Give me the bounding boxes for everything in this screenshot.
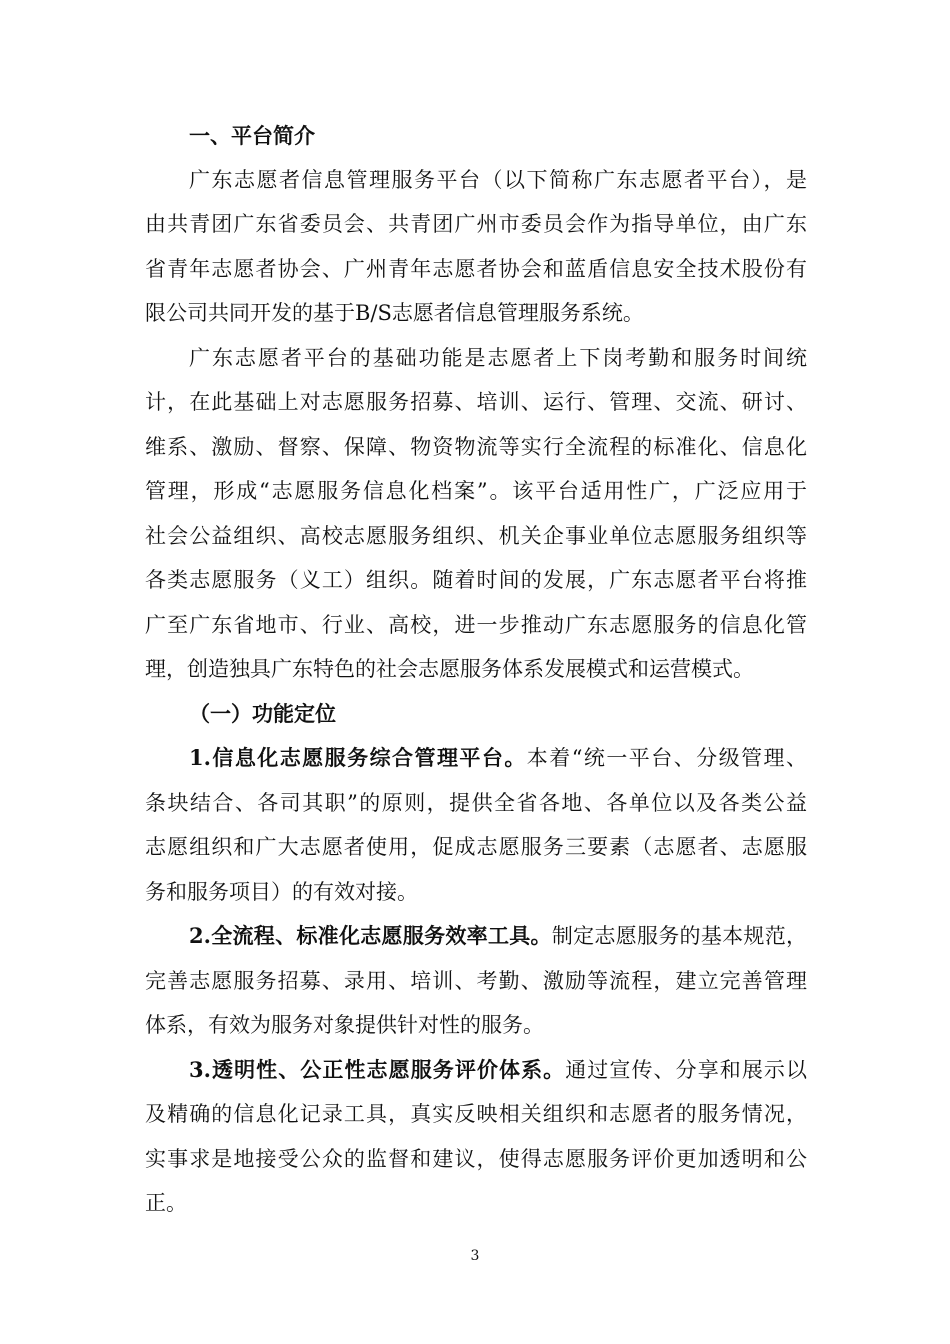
item-3-text: 通过宣传、分享和展示以: [565, 1058, 808, 1082]
item-3-line: 实事求是地接受公众的监督和建议，使得志愿服务评价更加透明和公: [145, 1147, 807, 1171]
paragraph-1-line: 限公司共同开发的基于B/S志愿者信息管理服务系统。: [145, 301, 644, 325]
paragraph-2-line: 广至广东省地市、行业、高校，进一步推动广东志愿服务的信息化管: [145, 613, 807, 637]
item-1-line: 条块结合、各司其职”的原则，提供全省各地、各单位以及各类公益: [145, 791, 807, 815]
item-1-first-line: [189, 736, 807, 780]
subsection-heading: （一）功能定位: [189, 701, 336, 726]
paragraph-1-line: 广东志愿者信息管理服务平台（以下简称广东志愿者平台），是: [189, 168, 807, 192]
item-2-line: 完善志愿服务招募、录用、培训、考勤、激励等流程，建立完善管理: [145, 969, 807, 993]
item-3-line: 及精确的信息化记录工具，真实反映相关组织和志愿者的服务情况，: [145, 1102, 807, 1126]
item-1-title: 1.信息化志愿服务综合管理平台。: [189, 745, 527, 770]
paragraph-2-line: 社会公益组织、高校志愿服务组织、机关企事业单位志愿服务组织等: [145, 524, 807, 548]
item-1-line: 务和服务项目）的有效对接。: [145, 880, 418, 904]
paragraph-2-line: 各类志愿服务（义工）组织。随着时间的发展，广东志愿者平台将推: [145, 568, 807, 592]
item-2-text: 制定志愿服务的基本规范，: [551, 924, 808, 948]
item-1-text: 本着“统一平台、分级管理、: [526, 746, 807, 770]
item-2-line: 体系，有效为服务对象提供针对性的服务。: [145, 1013, 544, 1037]
item-2-title: 2.全流程、标准化志愿服务效率工具。: [189, 923, 552, 948]
paragraph-2-line: 维系、激励、督察、保障、物资物流等实行全流程的标准化、信息化: [145, 435, 807, 459]
paragraph-1-line: 由共青团广东省委员会、共青团广州市委员会作为指导单位，由广东: [145, 212, 807, 236]
paragraph-2-line: 理，创造独具广东特色的社会志愿服务体系发展模式和运营模式。: [145, 657, 754, 681]
item-3-first-line: [189, 1048, 807, 1092]
page-number: 3: [470, 1248, 480, 1264]
paragraph-1-line: 省青年志愿者协会、广州青年志愿者协会和蓝盾信息安全技术股份有: [145, 257, 807, 281]
item-1-line: 志愿组织和广大志愿者使用，促成志愿服务三要素（志愿者、志愿服: [145, 835, 807, 859]
paragraph-2-line: 管理，形成“志愿服务信息化档案”。该平台适用性广，广泛应用于: [145, 479, 807, 503]
paragraph-2-line: 广东志愿者平台的基础功能是志愿者上下岗考勤和服务时间统: [189, 346, 807, 370]
item-2-first-line: [189, 914, 807, 958]
item-3-title: 3.透明性、公正性志愿服务评价体系。: [189, 1057, 566, 1082]
section-heading: 一、平台简介: [189, 123, 315, 148]
paragraph-2-line: 计，在此基础上对志愿服务招募、培训、运行、管理、交流、研讨、: [145, 390, 807, 414]
item-3-line: 正。: [145, 1191, 187, 1215]
